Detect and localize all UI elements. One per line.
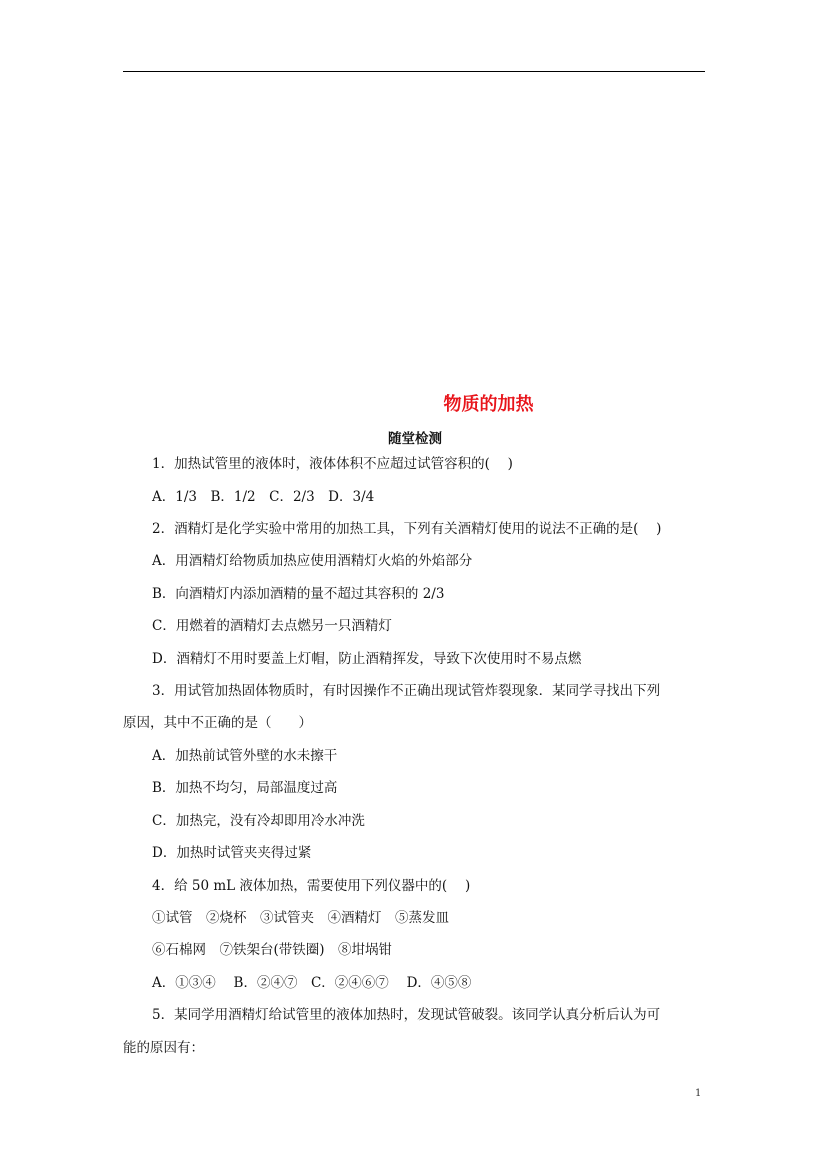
question-4-options: A．①③④ B．②④⑦ C．②④⑥⑦ D．④⑤⑧ [152, 975, 472, 991]
question-2-option-a: A．用酒精灯给物质加热应使用酒精灯火焰的外焰部分 [152, 553, 473, 569]
page-title: 物质的加热 [443, 394, 534, 415]
question-1: 1．加热试管里的液体时，液体体积不应超过试管容积的( ) [152, 456, 513, 472]
page-number: 1 [695, 1088, 702, 1099]
question-3-option-a: A．加热前试管外壁的水未擦干 [152, 748, 338, 764]
question-4-items-1: ①试管 ②烧杯 ③试管夹 ④酒精灯 ⑤蒸发皿 [152, 910, 449, 926]
question-3-continued: 原因，其中不正确的是（ ） [123, 715, 312, 731]
question-4: 4．给 50 mL 液体加热，需要使用下列仪器中的( ) [152, 878, 471, 894]
question-2-option-c: C．用燃着的酒精灯去点燃另一只酒精灯 [152, 618, 392, 634]
question-5: 5．某同学用酒精灯给试管里的液体加热时，发现试管破裂。该同学认真分析后认为可 [152, 1007, 661, 1023]
question-4-items-2: ⑥石棉网 ⑦铁架台(带铁圈) ⑧坩埚钳 [152, 942, 393, 958]
header-rule [123, 71, 705, 72]
question-5-continued: 能的原因有： [123, 1040, 204, 1056]
question-2-option-d: D．酒精灯不用时要盖上灯帽，防止酒精挥发，导致下次使用时不易点燃 [152, 651, 582, 667]
section-heading: 随堂检测 [388, 431, 442, 447]
question-3-option-b: B．加热不均匀，局部温度过高 [152, 780, 338, 796]
question-3-option-c: C．加热完，没有冷却即用冷水冲洗 [152, 813, 365, 829]
question-3: 3．用试管加热固体物质时，有时因操作不正确出现试管炸裂现象．某同学寻找出下列 [152, 683, 661, 699]
question-3-option-d: D．加热时试管夹夹得过紧 [152, 845, 312, 861]
question-2-option-b: B．向酒精灯内添加酒精的量不超过其容积的 2/3 [152, 586, 445, 602]
question-2: 2．酒精灯是化学实验中常用的加热工具，下列有关酒精灯使用的说法不正确的是( ) [152, 521, 662, 537]
question-1-options: A．1/3 B．1/2 C．2/3 D．3/4 [152, 489, 375, 505]
